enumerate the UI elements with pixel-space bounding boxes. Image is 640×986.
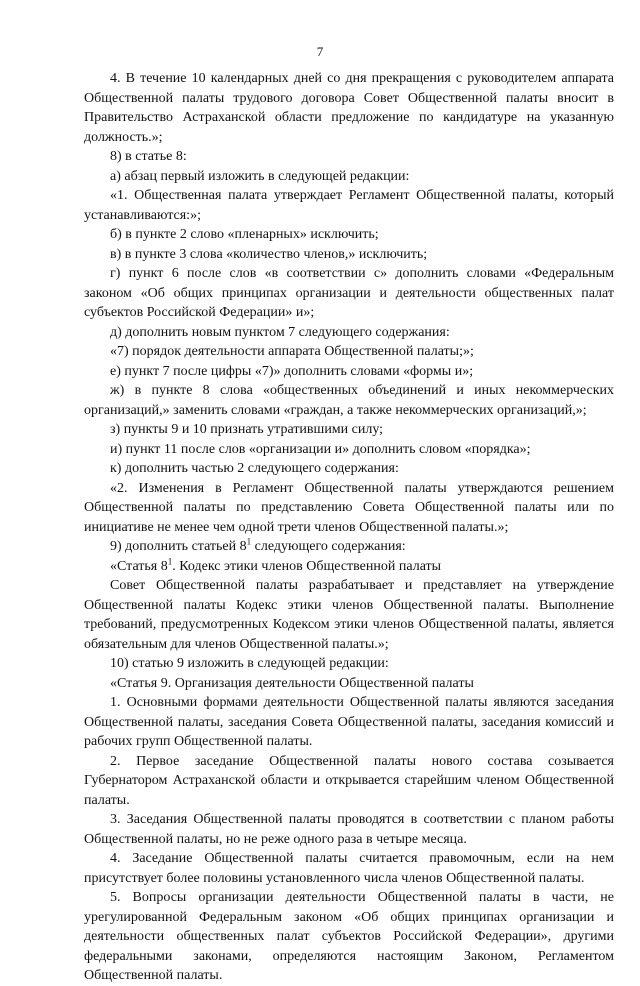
paragraph: б) в пункте 2 слово «пленарных» исключить; [110, 227, 379, 242]
article-heading: «Статья 9. Организация деятельности Общественной палаты [110, 675, 474, 691]
paragraph: 2. Первое заседание Общественной палаты нового состава созывается Губернатором Астраханской области и открывается старейшим членом Общественной палаты. [84, 753, 614, 808]
paragraph-article-add [84, 537, 614, 557]
paragraph: 1. Основными формами деятельности Общественной палаты являются заседания Общественной палаты, заседания Совета Общественной палаты, заседания комиссий и рабочих групп Общественной палаты. [84, 695, 614, 749]
paragraph: «1. Общественная палата утверждает Регламент Общественной палаты, который устанавливаются:»; [84, 188, 614, 223]
paragraph-text: 9) дополнить статьей 8 [110, 539, 247, 554]
paragraph: в) в пункте 3 слова «количество членов,» исключить; [110, 246, 428, 262]
paragraph: г) пункт 6 после слов «в соответствии с» дополнить словами «Федеральным законом «Об общих принципах организации и деятельности общественных палат субъектов Российской Федерации» и»; [84, 266, 614, 320]
paragraph: а) абзац первый изложить в следующей редакции: [110, 168, 410, 184]
paragraph: д) дополнить новым пунктом 7 следующего содержания: [110, 324, 450, 340]
superscript: 1 [167, 555, 173, 566]
paragraph: 4. Заседание Общественной палаты считается правомочным, если на нем присутствует более половины установленного числа членов Общественной палаты. [84, 851, 614, 886]
heading-text: . Кодекс этики членов Общественной палаты [172, 558, 442, 574]
paragraph: «2. Изменения в Регламент Общественной палаты утверждаются решением Общественной палаты по представлению Совета Общественной палаты или по инициативе не менее чем одной трети членов Общественной палаты.»; [84, 480, 614, 535]
paragraph: Совет Общественной палаты разрабатывает и представляет на утверждение Общественной палаты Кодекс этики членов Общественной палаты. Выполнение требований, предусмотренных Кодексом этики членов Общественной палаты, является обязательным для членов Общественной палаты.»; [84, 578, 614, 652]
heading-text: «Статья 8 [110, 558, 168, 574]
paragraph: 5. Вопросы организации деятельности Общественной палаты в части, не урегулированной Федеральным законом «Об общих принципах организации и деятельности общественных палат субъектов Российской Федерации», другими федеральными законами, определяются настоящим Законом, Регламентом Общественной палаты. [84, 890, 614, 983]
paragraph: ж) в пункте 8 слова «общественных объединений и иных некоммерческих организаций,» заменить словами «граждан, а также некоммерческих организаций,»; [84, 383, 614, 418]
paragraph: 4. В течение 10 календарных дней со дня прекращения с руководителем аппарата Общественной палаты трудового договора Совет Общественной палаты вносит в Правительство Астраханской области предложение по кандидатуре на указанную должность.»; [84, 71, 614, 145]
superscript: 1 [246, 536, 252, 547]
paragraph: 3. Заседания Общественной палаты проводятся в соответствии с планом работы Общественной палаты, но не реже одного раза в четыре месяца. [84, 812, 614, 847]
document-body [84, 69, 614, 986]
paragraph: и) пункт 11 после слов «организации и» дополнить словом «порядка»; [110, 441, 531, 457]
paragraph-text: следующего содержания: [251, 539, 406, 554]
paragraph: к) дополнить частью 2 следующего содержания: [110, 461, 399, 476]
paragraph: 8) в статье 8: [110, 149, 187, 164]
paragraph: з) пункты 9 и 10 признать утратившими силу; [110, 422, 384, 437]
paragraph: 10) статью 9 изложить в следующей редакции: [110, 656, 389, 671]
paragraph: е) пункт 7 после цифры «7)» дополнить словами «формы и»; [110, 363, 474, 379]
article-heading [84, 557, 614, 577]
paragraph: «7) порядок деятельности аппарата Общественной палаты;»; [110, 344, 474, 359]
page-number: 7 [316, 44, 324, 59]
